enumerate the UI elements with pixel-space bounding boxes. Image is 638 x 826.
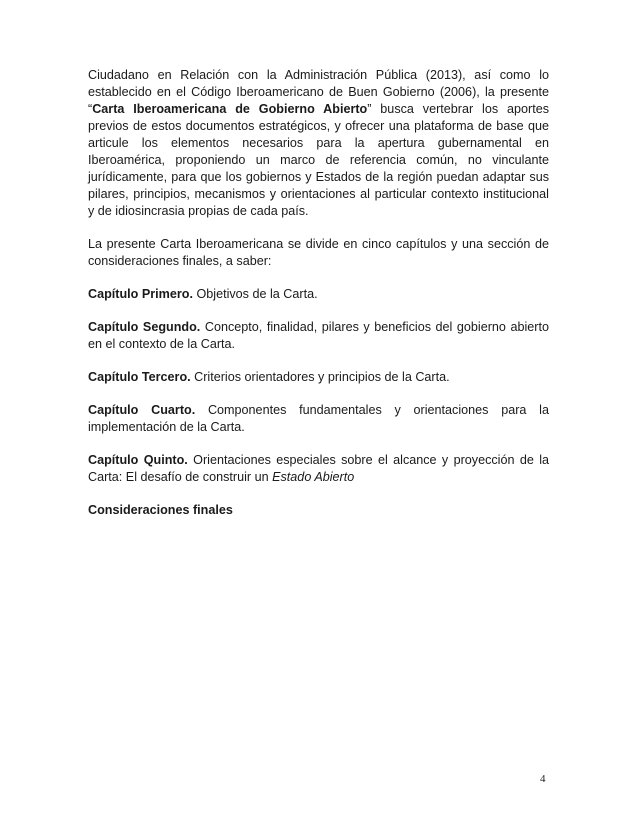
chapter-3	[88, 369, 549, 386]
chapter-1	[88, 286, 549, 303]
chapter-2-heading: Capítulo Segundo.	[88, 320, 201, 334]
document-body	[88, 67, 549, 519]
chapter-3-text: Criterios orientadores y principios de la Carta.	[190, 370, 450, 384]
chapter-3-heading: Capítulo Tercero.	[88, 370, 191, 384]
final-section-heading: Consideraciones finales	[88, 503, 233, 517]
page-number: 4	[540, 773, 546, 785]
chapter-5-italic-text: Estado Abierto	[272, 470, 355, 484]
chapter-1-text: Objetivos de la Carta.	[192, 287, 318, 301]
chapter-5	[88, 452, 549, 486]
chapter-1-heading: Capítulo Primero.	[88, 287, 193, 301]
charter-title: Carta Iberoamericana de Gobierno Abierto	[92, 102, 368, 116]
division-paragraph: La presente Carta Iberoamericana se divide en cinco capítulos y una sección de consideraciones finales, a saber:	[88, 237, 549, 268]
chapter-4-text: Componentes fundamentales y orientaciones para la implementación de la Carta.	[88, 403, 549, 434]
intro-paragraph	[88, 67, 549, 220]
chapter-4	[88, 402, 549, 436]
chapter-5-text: Orientaciones especiales sobre el alcance y proyección de la Carta: El desafío de construir un	[88, 453, 550, 484]
chapter-2-text: Concepto, finalidad, pilares y beneficios del gobierno abierto en el contexto de la Carta.	[88, 320, 549, 351]
chapter-4-heading: Capítulo Cuarto.	[88, 403, 196, 417]
intro-text-before: Ciudadano en Relación con la Administración Pública (2013), así como lo establecido en el Código Iberoamericano de Buen Gobierno (2006), la presente “	[88, 68, 549, 116]
intro-text-after: ” busca vertebrar los aportes previos de estos documentos estratégicos, y ofrecer una plataforma de base que articule los elementos necesarios para la apertura gubernamental en Iberoamérica, proponiendo un marco de referencia común, no vinculante jurídicamente, para que los gobiernos y Estados de la región puedan adaptar sus pilares, principios, mecanismos y orientaciones al particular contexto institucional y de idiosincrasia propias de cada país.	[88, 102, 550, 218]
chapter-5-heading: Capítulo Quinto.	[88, 453, 188, 467]
chapter-2	[88, 319, 549, 353]
